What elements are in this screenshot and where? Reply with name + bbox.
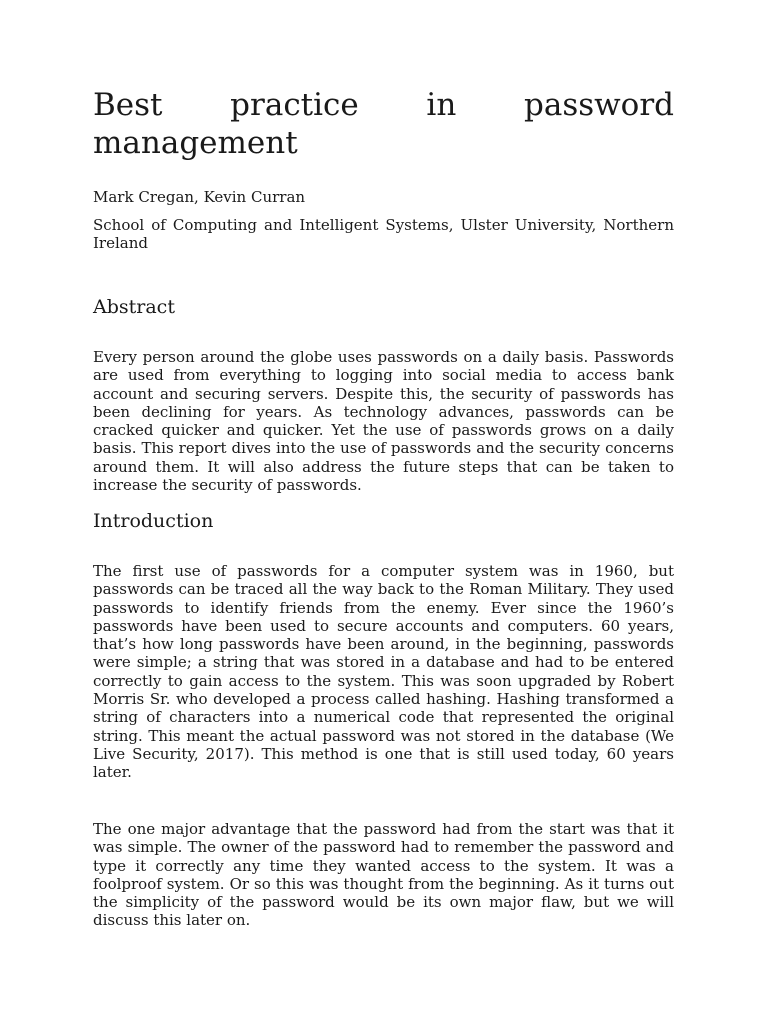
paper-affiliation: School of Computing and Intelligent Systems, Ulster University, Northern Ireland: [93, 216, 674, 252]
abstract-paragraph: Every person around the globe uses passwords on a daily basis. Passwords are used from everything to logging into social media to access bank account and securing servers. Despite this, the security of passwords has been declining for years. As technology advances, passwords can be cracked quicker and quicker. Yet the use of passwords grows on a daily basis. This report dives into the use of passwords and the security concerns around them. It will also address the future steps that can be taken to increase the security of passwords.: [93, 348, 674, 495]
introduction-paragraph-2: The one major advantage that the password had from the start was that it was simple. The owner of the password had to remember the password and type it correctly any time they wanted access to the system. It was a foolproof system. Or so this was thought from the beginning. As it turns out the simplicity of the password would be its own major flaw, but we will discuss this later on.: [93, 820, 674, 930]
section-heading-introduction: Introduction: [93, 510, 214, 532]
introduction-paragraph-1: The first use of passwords for a computer system was in 1960, but passwords can be traced all the way back to the Roman Military. They used passwords to identify friends from the enemy. Ever since the 1960’s passwords have been used to secure accounts and computers. 60 years, that’s how long passwords have been around, in the beginning, passwords were simple; a string that was stored in a database and had to be entered correctly to gain access to the system. This was soon upgraded by Robert Morris Sr. who developed a process called hashing. Hashing transformed a string of characters into a numerical code that represented the original string. This meant the actual password was not stored in the database (We Live Security, 2017). This method is one that is still used today, 60 years later.: [93, 562, 674, 782]
paper-title: Best practice in password management: [93, 87, 674, 161]
paper-authors: Mark Cregan, Kevin Curran: [93, 188, 306, 206]
section-heading-abstract: Abstract: [93, 296, 175, 318]
